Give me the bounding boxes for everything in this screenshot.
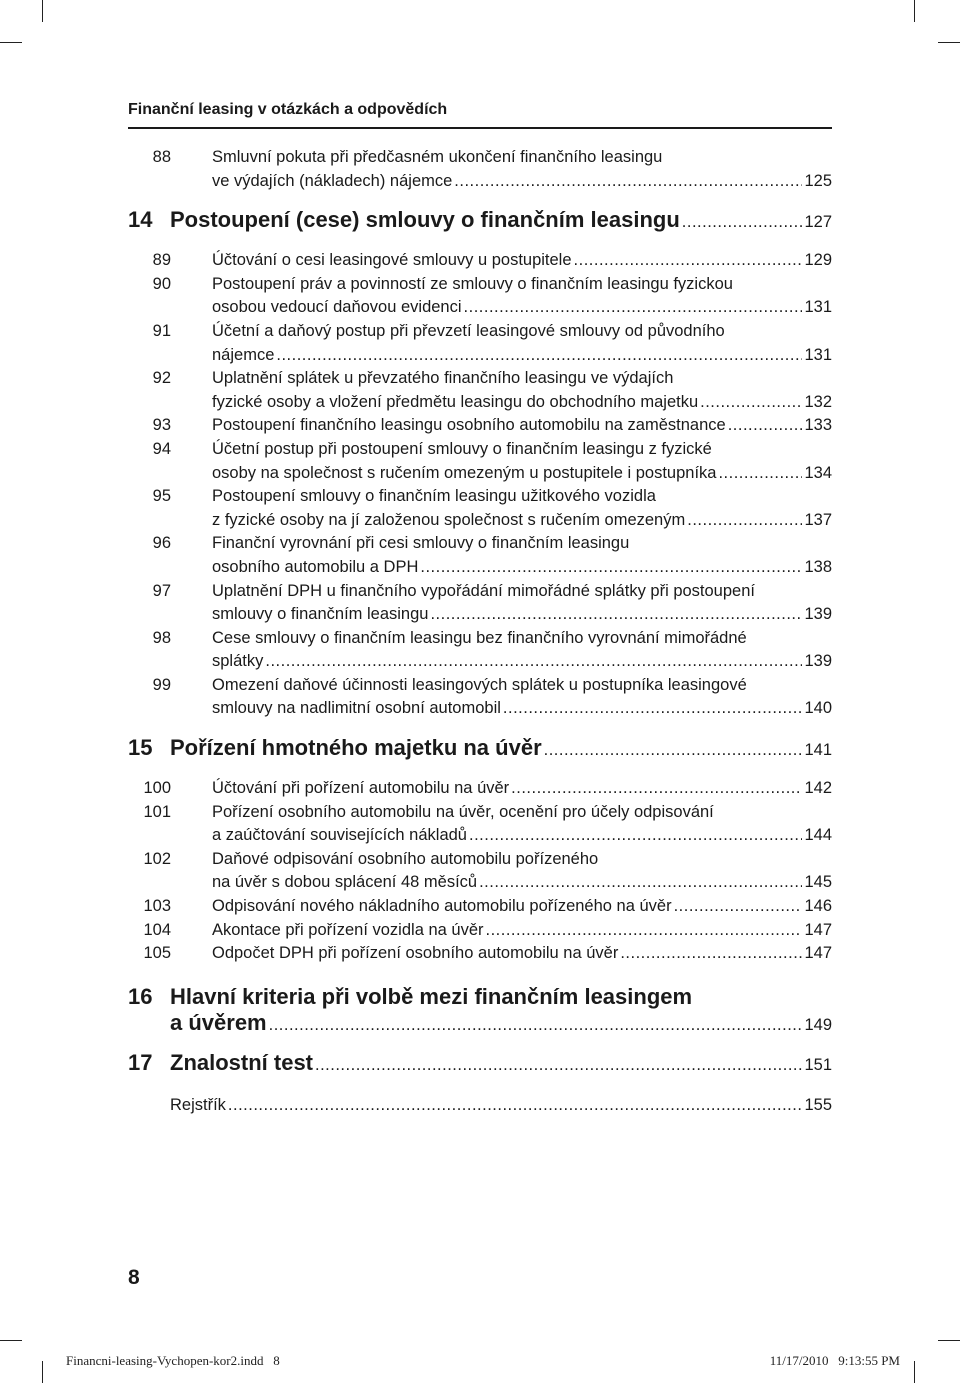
chapter-page: 141: [804, 741, 832, 760]
dot-leader: [544, 741, 803, 760]
entry-page: 139: [804, 605, 832, 624]
crop-mark: [42, 1361, 43, 1383]
entry-last-line: [212, 650, 832, 674]
entry-page: 138: [804, 557, 832, 576]
entry-page: 147: [804, 920, 832, 939]
dot-leader: [682, 213, 803, 232]
entry-page: 142: [804, 779, 832, 798]
entry-body: [212, 414, 832, 438]
entry-title-line: osoby na společnost s ručením omezeným u postupitele i postupníka: [212, 463, 717, 482]
entry-body: [212, 320, 832, 367]
index-title: Rejstřík: [170, 1095, 226, 1114]
entry-body: [212, 367, 832, 414]
entry-title-line: Postoupení finančního leasingu osobního automobilu na zaměstnance: [212, 416, 726, 435]
crop-mark: [914, 1361, 915, 1383]
entry-title-line: Akontace při pořízení vozidla na úvěr: [212, 920, 484, 939]
entry-last-line: [212, 895, 832, 919]
toc-entry[interactable]: [128, 438, 832, 485]
entry-number: 105: [143, 944, 171, 963]
crop-mark: [914, 0, 915, 22]
entry-title-line: Daňové odpisování osobního automobilu pořízeného: [212, 849, 599, 868]
dot-leader: [511, 777, 802, 801]
entry-body: [212, 249, 832, 273]
crop-mark: [42, 0, 43, 22]
chapter-body: [170, 984, 832, 1036]
toc-entry[interactable]: [128, 627, 832, 674]
entry-page: 139: [804, 652, 832, 671]
chapter-title-line: Postoupení (cese) smlouvy o finančním leasingu: [170, 207, 680, 233]
entry-body: [212, 674, 832, 721]
dot-leader: [464, 296, 803, 320]
chapter-last-line: [170, 735, 832, 761]
entry-page: 125: [804, 171, 832, 190]
entry-number: 99: [152, 675, 171, 694]
dot-leader: [315, 1056, 802, 1075]
entry-last-line: [212, 603, 832, 627]
dot-leader: [728, 414, 803, 438]
entry-title-line: Cese smlouvy o finančním leasingu bez finančního vyrovnání mimořádné: [212, 628, 747, 647]
header-rule: [128, 127, 832, 129]
index-page: 155: [804, 1095, 832, 1114]
dot-leader: [228, 1094, 803, 1118]
entry-page: 132: [804, 392, 832, 411]
entry-number: 95: [152, 487, 171, 506]
entry-page: 147: [804, 944, 832, 963]
chapter-body: [170, 735, 832, 761]
entry-title-line: z fyzické osoby na jí založenou společnost s ručením omezeným: [212, 510, 686, 529]
chapter-title-line: a úvěrem: [170, 1009, 267, 1035]
toc-entry[interactable]: [128, 848, 832, 895]
entry-number: 98: [152, 628, 171, 647]
chapter-page: 151: [804, 1055, 832, 1074]
chapter-last-line: [170, 1010, 832, 1036]
entry-body: [212, 146, 832, 193]
entry-last-line: [212, 344, 832, 368]
entry-title-line: nájemce: [212, 345, 275, 364]
entry-title-line: a zaúčtování souvisejících nákladů: [212, 826, 467, 845]
entry-number: 94: [152, 439, 171, 458]
chapter-body: [170, 207, 832, 233]
entry-last-line: [212, 919, 832, 943]
entry-number: 89: [152, 251, 171, 270]
toc-entry[interactable]: [128, 801, 832, 848]
entry-last-line: [212, 414, 832, 438]
entry-title-line: na úvěr s dobou splácení 48 měsíců: [212, 873, 478, 892]
toc-entry[interactable]: [128, 249, 832, 273]
entry-number: 102: [143, 849, 171, 868]
entry-title-line: splátky: [212, 652, 264, 671]
chapter-title-line: Hlavní kriteria při volbě mezi finančním leasingem: [170, 983, 693, 1009]
dot-leader: [574, 249, 803, 273]
chapter-last-line: [170, 1050, 832, 1076]
toc-entry[interactable]: [128, 532, 832, 579]
dot-leader: [479, 871, 802, 895]
entry-last-line: [212, 249, 832, 273]
dot-leader: [265, 650, 802, 674]
entry-page: 145: [804, 873, 832, 892]
toc-entry[interactable]: [128, 674, 832, 721]
entry-last-line: [212, 556, 832, 580]
dot-leader: [674, 895, 803, 919]
entry-body: [212, 580, 832, 627]
entry-title-line: Uplatnění DPH u finančního vypořádání mimořádné splátky při postoupení: [212, 581, 755, 600]
dot-leader: [469, 824, 802, 848]
page-number: 8: [128, 1266, 140, 1289]
entry-title-line: Finanční vyrovnání při cesi smlouvy o finančním leasingu: [212, 534, 630, 553]
entry-page: 137: [804, 510, 832, 529]
entry-last-line: [212, 509, 832, 533]
toc-entry[interactable]: [128, 273, 832, 320]
entry-page: 131: [804, 298, 832, 317]
entry-number: 96: [152, 534, 171, 553]
dot-leader: [503, 697, 803, 721]
entry-last-line: [212, 697, 832, 721]
toc-entry[interactable]: [128, 777, 832, 801]
entry-title-line: fyzické osoby a vložení předmětu leasingu do obchodního majetku: [212, 392, 699, 411]
slug-datetime: 11/17/2010 9:13:55 PM: [769, 1353, 900, 1368]
entry-title-line: Účetní postup při postoupení smlouvy o finančním leasingu z fyzické: [212, 439, 712, 458]
entry-body: [212, 273, 832, 320]
entry-page: 134: [804, 463, 832, 482]
entry-number: 100: [143, 779, 171, 798]
toc-entry[interactable]: [128, 485, 832, 532]
entry-number: 91: [152, 321, 171, 340]
crop-mark: [0, 42, 22, 43]
entry-body: [212, 942, 832, 966]
entry-title-line: Účtování o cesi leasingové smlouvy u postupitele: [212, 251, 572, 270]
dot-leader: [718, 462, 802, 486]
entry-page: 133: [804, 416, 832, 435]
index-entry[interactable]: [170, 1094, 832, 1118]
entry-last-line: [212, 824, 832, 848]
entry-last-line: [212, 391, 832, 415]
toc-entry[interactable]: [128, 942, 832, 966]
entry-title-line: Účetní a daňový postup při převzetí leasingové smlouvy od původního: [212, 321, 725, 340]
dot-leader: [620, 942, 802, 966]
entry-body: [212, 777, 832, 801]
entry-number: 88: [152, 148, 171, 166]
entry-body: [212, 532, 832, 579]
dot-leader: [269, 1016, 803, 1035]
chapter-number: 15: [128, 735, 153, 761]
entry-body: [212, 801, 832, 848]
entry-title-line: osobního automobilu a DPH: [212, 557, 419, 576]
entry-title-line: Omezení daňové účinnosti leasingových splátek u postupníka leasingové: [212, 675, 747, 694]
crop-mark: [938, 1340, 960, 1341]
entry-title-line: ve výdajích (nákladech) nájemce: [212, 171, 453, 190]
entry-title-line: Postoupení práv a povinností ze smlouvy o finančním leasingu fyzickou: [212, 274, 733, 293]
slug-file: Financni-leasing-Vychopen-kor2.indd 8: [66, 1353, 280, 1368]
entry-body: [212, 485, 832, 532]
chapter-body: [170, 1050, 832, 1076]
entry-page: 144: [804, 826, 832, 845]
chapter-number: 14: [128, 207, 153, 233]
entry-title-line: smlouvy o finančním leasingu: [212, 605, 429, 624]
chapter-heading[interactable]: [128, 984, 832, 1036]
chapter-heading[interactable]: [128, 1050, 832, 1076]
running-head: Finanční leasing v otázkách a odpovědích: [128, 101, 448, 118]
entry-title-line: Uplatnění splátek u převzatého finančního leasingu ve výdajích: [212, 369, 674, 388]
entry-number: 92: [152, 369, 171, 388]
entry-title-line: Účtování při pořízení automobilu na úvěr: [212, 779, 510, 798]
chapter-last-line: [170, 207, 832, 233]
toc-entry[interactable]: [128, 895, 832, 919]
entry-title-line: Postoupení smlouvy o finančním leasingu užitkového vozidla: [212, 487, 656, 506]
entry-title-line: Pořízení osobního automobilu na úvěr, ocenění pro účely odpisování: [212, 802, 714, 821]
entry-body: [212, 848, 832, 895]
dot-leader: [420, 556, 802, 580]
chapter-page: 149: [804, 1015, 832, 1034]
entry-body: [212, 919, 832, 943]
toc-entry[interactable]: [128, 919, 832, 943]
entry-number: 101: [143, 802, 171, 821]
entry-page: 146: [804, 897, 832, 916]
chapter-heading[interactable]: [128, 735, 832, 761]
entry-title-line: Odpisování nového nákladního automobilu pořízeného na úvěr: [212, 897, 672, 916]
entry-page: 131: [804, 345, 832, 364]
entry-title-line: Smluvní pokuta při předčasném ukončení finančního leasingu: [212, 148, 663, 166]
chapter-heading[interactable]: [128, 207, 832, 233]
entry-last-line: [212, 871, 832, 895]
entry-number: 104: [143, 920, 171, 939]
dot-leader: [687, 509, 802, 533]
table-of-contents: [128, 146, 832, 1117]
entry-title-line: osobou vedoucí daňovou evidenci: [212, 298, 462, 317]
toc-entry[interactable]: [128, 367, 832, 414]
chapter-number: 17: [128, 1049, 153, 1075]
entry-title-line: Odpočet DPH při pořízení osobního automobilu na úvěr: [212, 944, 619, 963]
toc-entry[interactable]: [128, 146, 832, 193]
dot-leader: [486, 919, 803, 943]
entry-title-line: smlouvy na nadlimitní osobní automobil: [212, 699, 501, 718]
dot-leader: [430, 603, 802, 627]
entry-last-line: [212, 462, 832, 486]
entry-last-line: [212, 942, 832, 966]
chapter-title-line: Pořízení hmotného majetku na úvěr: [170, 735, 542, 761]
dot-leader: [700, 391, 802, 415]
crop-mark: [938, 42, 960, 43]
entry-page: 140: [804, 699, 832, 718]
entry-body: [212, 627, 832, 674]
toc-entry[interactable]: [128, 414, 832, 438]
toc-entry[interactable]: [128, 320, 832, 367]
entry-last-line: [212, 170, 832, 194]
entry-last-line: [212, 777, 832, 801]
crop-mark: [0, 1340, 22, 1341]
dot-leader: [276, 344, 802, 368]
entry-last-line: [212, 296, 832, 320]
entry-body: [212, 895, 832, 919]
entry-body: [212, 438, 832, 485]
chapter-number: 16: [128, 983, 153, 1009]
chapter-title-line: Znalostní test: [170, 1049, 314, 1075]
toc-entry[interactable]: [128, 580, 832, 627]
entry-number: 93: [152, 416, 171, 435]
entry-number: 90: [152, 274, 171, 293]
entry-number: 103: [143, 897, 171, 916]
entry-number: 97: [152, 581, 171, 600]
dot-leader: [454, 170, 802, 194]
chapter-page: 127: [804, 213, 832, 232]
entry-page: 129: [804, 251, 832, 270]
